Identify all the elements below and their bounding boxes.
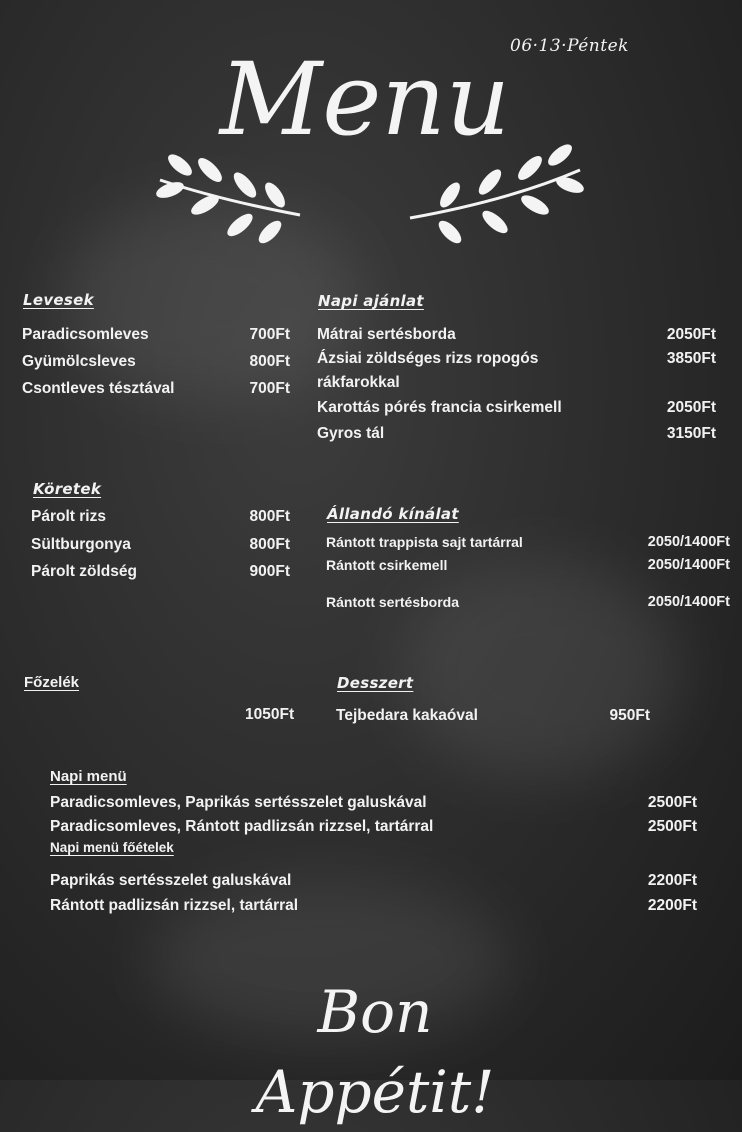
item-price: 3850Ft <box>666 350 716 367</box>
menu-item <box>50 867 697 894</box>
menu-item <box>22 321 290 348</box>
item-price: 2200Ft <box>647 872 697 889</box>
item-name: Rántott padlizsán rizzsel, tartárral <box>50 897 299 914</box>
menu-item <box>22 348 290 375</box>
item-name: Rántott trappista sajt tartárral <box>326 534 523 550</box>
menu-title: Menu <box>219 41 511 158</box>
menu-item <box>326 590 730 614</box>
menu-item <box>31 503 290 530</box>
item-price: 2200Ft <box>647 897 697 914</box>
item-name: Mátrai sertésborda <box>317 326 456 343</box>
item-price: 800Ft <box>249 353 290 370</box>
section-title-desszert: Desszert <box>337 674 414 692</box>
item-price: 900Ft <box>249 563 290 580</box>
item-price: 800Ft <box>249 536 290 553</box>
item-name: Gyümölcsleves <box>22 353 136 370</box>
item-price: 950Ft <box>609 707 650 724</box>
item-name: Párolt zöldség <box>31 563 137 580</box>
menu-item <box>317 321 716 348</box>
item-price: 2050/1400Ft <box>647 594 730 610</box>
item-price: 2050Ft <box>666 399 716 416</box>
item-name: Sültburgonya <box>31 536 131 553</box>
menu-item <box>336 702 650 729</box>
item-price: 2500Ft <box>647 818 697 835</box>
item-price: 2050/1400Ft <box>647 534 730 550</box>
fozelek-price: 1050Ft <box>245 706 295 723</box>
section-title-fozelek: Főzelék <box>24 674 80 691</box>
item-price: 3150Ft <box>666 425 716 442</box>
item-name: Rántott csirkemell <box>326 557 448 573</box>
menu-item <box>22 375 290 402</box>
item-price: 800Ft <box>249 508 290 525</box>
section-title-allando: Állandó kínálat <box>327 505 459 523</box>
menu-item <box>31 558 290 585</box>
item-name: Csontleves tésztával <box>22 380 175 397</box>
item-price: 2050Ft <box>666 326 716 343</box>
menu-item <box>317 420 716 447</box>
menu-item <box>50 892 697 919</box>
item-name: Paradicsomleves, Rántott padlizsán rizzsel, tartárral <box>50 818 434 835</box>
menu-item <box>50 813 697 840</box>
item-name: Ázsiai zöldséges rizs ropogós <box>317 350 539 367</box>
laurel-branches-icon <box>150 140 590 250</box>
menu-item <box>50 789 697 816</box>
item-name: Karottás pórés francia csirkemell <box>317 399 562 416</box>
napi-menu-subtitle: Napi menü főételek <box>50 840 174 855</box>
item-price: 2050/1400Ft <box>647 557 730 573</box>
item-price: 2500Ft <box>647 794 697 811</box>
item-name: Rántott sertésborda <box>326 594 460 610</box>
section-title-koretek: Köretek <box>33 480 102 498</box>
menu-item <box>317 394 716 421</box>
item-price: 700Ft <box>249 380 290 397</box>
section-title-levesek: Levesek <box>23 291 94 309</box>
item-name-continued: rákfarokkal <box>317 374 400 391</box>
item-name: Párolt rizs <box>31 508 106 525</box>
item-price: 700Ft <box>249 326 290 343</box>
section-title-napi-menu: Napi menü <box>50 768 127 785</box>
footer-bon-appetit: Bon Appétit! <box>255 978 495 1126</box>
menu-item <box>326 530 730 554</box>
section-title-napi-ajanlat: Napi ajánlat <box>318 292 424 310</box>
menu-item <box>317 345 716 372</box>
item-name: Tejbedara kakaóval <box>336 707 478 724</box>
item-name: Paradicsomleves, Paprikás sertésszelet galuskával <box>50 794 427 811</box>
menu-date: 06·13·Péntek <box>510 36 629 56</box>
item-name: Paradicsomleves <box>22 326 149 343</box>
menu-item <box>326 553 730 577</box>
item-name: Paprikás sertésszelet galuskával <box>50 872 292 889</box>
item-name: Gyros tál <box>317 425 385 442</box>
menu-item <box>31 531 290 558</box>
